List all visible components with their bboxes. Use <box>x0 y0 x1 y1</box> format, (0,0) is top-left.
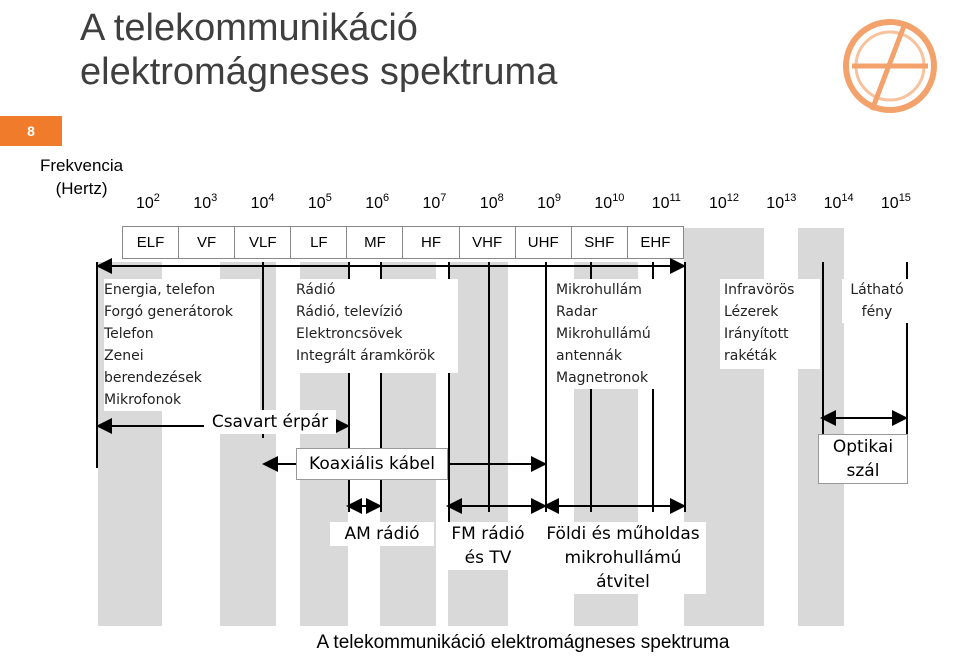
tick-exponent: 8 <box>497 192 504 204</box>
infrared-line: Infravörös <box>724 282 795 298</box>
microwave-line: Magnetronok <box>556 370 649 386</box>
slide-number-badge: 8 <box>0 116 62 146</box>
tick-exponent: 11 <box>669 192 681 204</box>
tick-base: 10 <box>537 195 555 212</box>
tick-base: 10 <box>709 195 727 212</box>
satellite-line: mikrohullámú <box>564 548 682 568</box>
tick-base: 10 <box>365 195 383 212</box>
microwave-line: Radar <box>556 304 598 320</box>
infrared-line: Lézerek <box>724 304 779 320</box>
coax-text: Koaxiális kábel <box>309 454 435 474</box>
fm-tv-label <box>440 522 536 570</box>
frequency-label-line-2: (Hertz) <box>55 179 108 198</box>
title-line-2: elektromágneses spektruma <box>80 51 558 93</box>
fm-tv-line: FM rádió <box>451 524 525 544</box>
visible-line: fény <box>861 304 893 320</box>
am-radio-label: AM rádió <box>330 522 434 546</box>
band-shf: SHF <box>572 227 628 258</box>
tick-base: 10 <box>250 195 269 212</box>
tick-exponent: 13 <box>784 192 797 204</box>
satellite-microwave-label <box>540 522 706 594</box>
radio-applications <box>294 279 458 373</box>
fiber-label <box>818 434 908 484</box>
fm-tv-line: és TV <box>464 548 512 568</box>
tick-exponent: 14 <box>841 192 854 204</box>
tick-exponent: 6 <box>382 192 390 204</box>
tick-exponent: 5 <box>325 192 332 204</box>
fiber-line: Optikai <box>832 437 894 457</box>
figure-caption: A telekommunikáció elektromágneses spektruma <box>316 632 730 653</box>
tick-base: 10 <box>766 195 785 212</box>
band-elf: ELF <box>123 227 179 258</box>
band-hf: HF <box>403 227 459 258</box>
tick-exponent: 15 <box>898 192 911 204</box>
tick-base: 10 <box>594 195 613 212</box>
coax-label <box>296 448 448 480</box>
tick-exponent: 12 <box>726 192 740 204</box>
twisted-pair-label: Csavart érpár <box>204 410 336 434</box>
tick-exponent: 3 <box>211 192 218 204</box>
tick-exponent: 4 <box>268 192 275 204</box>
microwave-line: Mikrohullámú <box>556 326 651 342</box>
tick-exponent: 2 <box>153 192 160 204</box>
energy-line: berendezések <box>104 370 202 386</box>
satellite-line: átvitel <box>596 572 650 592</box>
title-line-1: A telekommunikáció <box>80 7 418 49</box>
tick-base: 10 <box>479 195 498 212</box>
band-ehf: EHF <box>640 234 671 251</box>
microwave-line: antennák <box>556 348 622 364</box>
tick-base: 10 <box>823 195 842 212</box>
radio-line: Integrált áramkörök <box>296 348 436 364</box>
microwave-applications <box>556 279 676 389</box>
fiber-line: szál <box>846 461 880 481</box>
band-uhf: UHF <box>516 227 572 258</box>
tick-base: 10 <box>307 195 326 212</box>
band-vhf: VHF <box>460 227 516 258</box>
tick-base: 10 <box>880 195 899 212</box>
energy-line: Forgó generátorok <box>104 304 234 320</box>
infrared-line: rakéták <box>724 348 777 364</box>
energy-line: Mikrofonok <box>104 392 182 408</box>
tick-exponent: 7 <box>440 192 447 204</box>
radio-line: Rádió, televízió <box>296 304 403 320</box>
visible-light-applications <box>842 279 912 323</box>
radio-line: Rádió <box>296 282 336 298</box>
band-vlf: VLF <box>235 227 291 258</box>
tick-base: 10 <box>651 195 670 212</box>
energy-applications <box>104 279 260 411</box>
energy-line: Energia, telefon <box>104 282 216 298</box>
tick-exponent: 10 <box>612 192 625 204</box>
visible-line: Látható <box>850 282 904 298</box>
microwave-line: Mikrohullám <box>556 282 642 298</box>
infrared-applications <box>720 279 820 369</box>
radio-line: Elektroncsövek <box>296 326 403 342</box>
band-mf: MF <box>347 227 403 258</box>
infrared-line: Irányított <box>724 326 789 342</box>
tick-base: 10 <box>136 195 154 212</box>
band-vf: VF <box>179 227 235 258</box>
energy-line: Zenei <box>104 348 144 364</box>
tick-exponent: 9 <box>554 192 562 204</box>
tick-base: 10 <box>193 195 212 212</box>
band-lf: LF <box>291 227 347 258</box>
energy-line: Telefon <box>104 326 154 342</box>
satellite-line: Földi és műholdas <box>546 524 700 544</box>
tick-base: 10 <box>422 195 441 212</box>
frequency-label-line-1: Frekvencia <box>40 156 124 175</box>
